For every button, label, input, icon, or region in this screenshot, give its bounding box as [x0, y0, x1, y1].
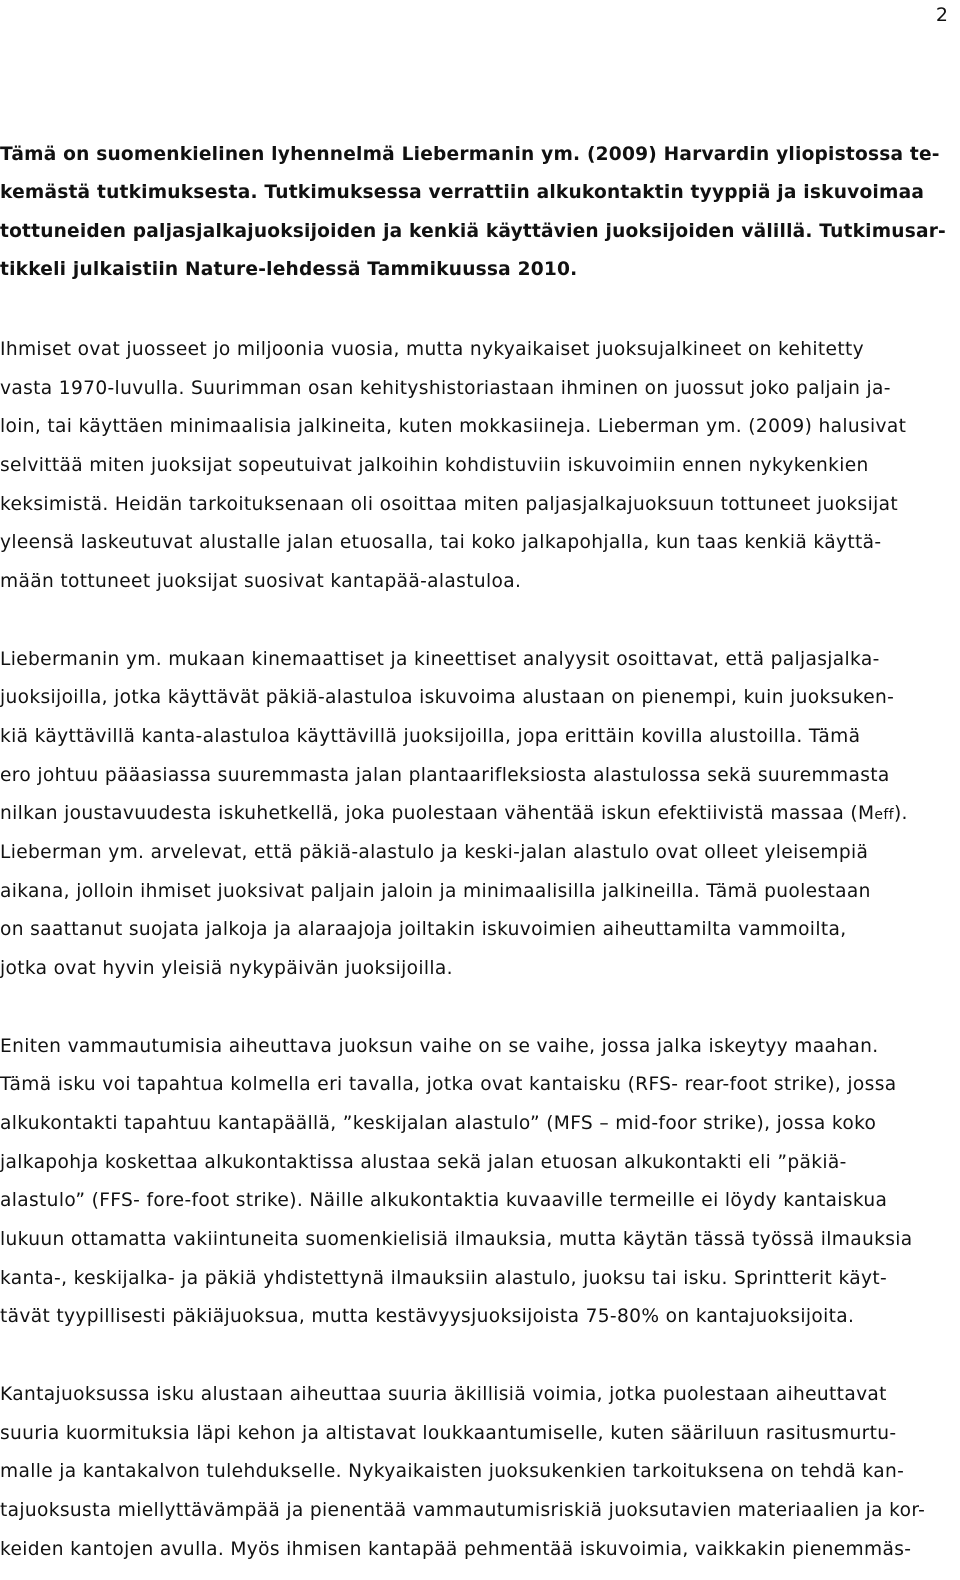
body-line: mään tottuneet juoksijat suosivat kantapää-alastuloa. — [0, 571, 522, 592]
body-line-text: nilkan joustavuudesta iskuhetkellä, joka puolestaan vähentää iskun efektiivistä massaa (M — [0, 803, 875, 824]
body-line: jotka ovat hyvin yleisiä nykypäivän juoksijoilla. — [0, 958, 453, 979]
body-line: on saattanut suojata jalkoja ja alaraajoja joiltakin iskuvoimien aiheuttamilta vammoilta, — [0, 919, 847, 940]
body-line: tävät tyypillisesti päkiäjuoksua, mutta kestävyysjuoksijoista 75-80% on kantajuoksijoita. — [0, 1306, 855, 1327]
body-line: Ihmiset ovat juosseet jo miljoonia vuosia, mutta nykyaikaiset juoksujalkineet on kehitetty — [0, 339, 864, 360]
summary-line: tikkeli julkaistiin Nature-lehdessä Tammikuussa 2010. — [0, 259, 578, 280]
body-line: Liebermanin ym. mukaan kinemaattiset ja kineettiset analyysit osoittavat, että paljasjalka- — [0, 649, 880, 670]
body-line: suuria kuormituksia läpi kehon ja altistavat loukkaantumiselle, kuten sääriluun rasitusmurtu- — [0, 1423, 897, 1444]
body-line: alastulo” (FFS- fore-foot strike). Näille alkukontaktia kuvaaville termeille ei löydy kantaiskua — [0, 1190, 888, 1211]
summary-line: kemästä tutkimuksesta. Tutkimuksessa verrattiin alkukontaktin tyyppiä ja iskuvoimaa — [0, 182, 925, 203]
body-line: kanta-, keskijalka- ja päkiä yhdistettynä ilmauksiin alastulo, juoksu tai isku. Sprintterit käyt- — [0, 1268, 888, 1289]
body-line: alkukontakti tapahtuu kantapäällä, ”keskijalan alastulo” (MFS – mid-foor strike), jossa koko — [0, 1113, 877, 1134]
body-line: kiä käyttävillä kanta-alastuloa käyttävillä juoksijoilla, jopa erittäin kovilla alustoilla. Tämä — [0, 726, 861, 747]
body-line: tajuoksusta miellyttävämpää ja pienentää vammautumisriskiä juoksutavien materiaalien ja kor- — [0, 1500, 926, 1521]
body-line: keiden kantojen avulla. Myös ihmisen kantapää pehmentää iskuvoimia, vaikkakin pienemmäs- — [0, 1539, 912, 1560]
body-line — [0, 803, 908, 824]
body-line: Eniten vammautumisia aiheuttava juoksun vaihe on se vaihe, jossa jalka iskeytyy maahan. — [0, 1036, 879, 1057]
body-line: keksimistä. Heidän tarkoituksenaan oli osoittaa miten paljasjalkajuoksuun tottuneet juoksijat — [0, 494, 898, 515]
body-line: Kantajuoksussa isku alustaan aiheuttaa suuria äkillisiä voimia, jotka puolestaan aiheuttavat — [0, 1384, 887, 1405]
body-line: selvittää miten juoksijat sopeutuivat jalkoihin kohdistuviin iskuvoimiin ennen nykykenkien — [0, 455, 869, 476]
body-line: ero johtuu pääasiassa suuremmasta jalan plantaarifleksiosta alastulossa sekä suuremmasta — [0, 765, 890, 786]
meff-close: ). — [893, 803, 908, 824]
body-line: jalkapohja koskettaa alkukontaktissa alustaa sekä jalan etuosan alkukontakti eli ”päkiä- — [0, 1152, 847, 1173]
summary-line: tottuneiden paljasjalkajuoksijoiden ja kenkiä käyttävien juoksijoiden välillä. Tutkimusar- — [0, 221, 946, 242]
body-line: vasta 1970-luvulla. Suurimman osan kehityshistoriastaan ihminen on juossut joko paljain ja- — [0, 378, 891, 399]
summary-line: Tämä on suomenkielinen lyhennelmä Liebermanin ym. (2009) Harvardin yliopistossa te- — [0, 144, 940, 165]
body-line: malle ja kantakalvon tulehdukselle. Nykyaikaisten juoksukenkien tarkoituksena on tehdä kan- — [0, 1461, 905, 1482]
body-line: loin, tai käyttäen minimaalisia jalkineita, kuten mokkasiineja. Lieberman ym. (2009) halusivat — [0, 416, 907, 437]
page-number: 2 — [935, 4, 948, 26]
body-line: aikana, jolloin ihmiset juoksivat paljain jaloin ja minimaalisilla jalkineilla. Tämä puolestaan — [0, 881, 871, 902]
body-line: juoksijoilla, jotka käyttävät päkiä-alastuloa iskuvoima alustaan on pienempi, kuin juoksuken- — [0, 687, 895, 708]
meff-subscript: eff — [874, 807, 894, 823]
body-line: Tämä isku voi tapahtua kolmella eri tavalla, jotka ovat kantaisku (RFS- rear-foot strike), jossa — [0, 1074, 897, 1095]
body-line: yleensä laskeutuvat alustalle jalan etuosalla, tai koko jalkapohjalla, kun taas kenkiä käyttä- — [0, 532, 882, 553]
body-line: Lieberman ym. arvelevat, että päkiä-alastulo ja keski-jalan alastulo ovat olleet yleisempiä — [0, 842, 869, 863]
body-line: lukuun ottamatta vakiintuneita suomenkielisiä ilmauksia, mutta käytän tässä työssä ilmauksia — [0, 1229, 913, 1250]
